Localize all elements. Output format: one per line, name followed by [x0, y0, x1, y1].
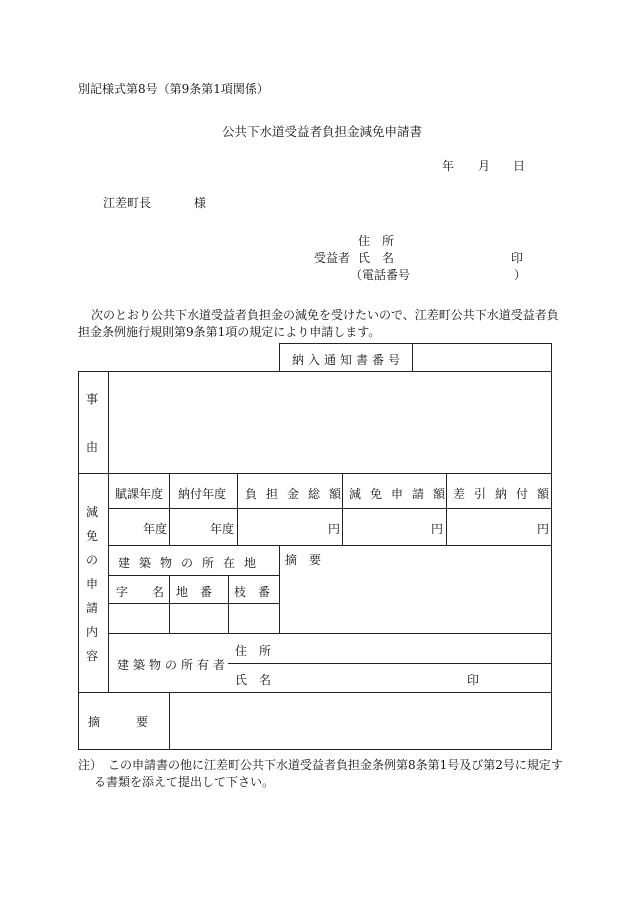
date-month: 月 — [478, 159, 491, 173]
form-title: 公共下水道受益者負担金減免申請書 — [222, 124, 423, 139]
owner-label: 建築物の所有者 — [117, 658, 230, 672]
reason-label: 事 由 — [85, 392, 98, 454]
unit-pay-year: 年度 — [210, 522, 235, 536]
edaban-label: 枝 番 — [234, 585, 271, 599]
applicant-address-label: 住 所 — [358, 234, 395, 248]
applicant-name-label: 氏 名 — [358, 251, 395, 265]
remarks-label: 摘 要 — [88, 715, 149, 729]
intro-line-2: 担金条例施行規則第9条第1項の規定により申請します。 — [78, 325, 381, 339]
aza-label: 字 名 — [116, 585, 165, 599]
owner-seal: 印 — [467, 673, 480, 687]
form-reference: 別記様式第8号（第9条第1項関係） — [78, 82, 269, 96]
intro-line-1: 次のとおり公共下水道受益者負担金の減免を受けたいので、江差町公共下水道受益者負 — [91, 308, 559, 322]
addressee: 江差町長 — [103, 196, 152, 210]
col-reduction: 減免申請額 — [349, 487, 455, 501]
date-day: 日 — [513, 159, 526, 173]
unit-net-yen: 円 — [537, 522, 550, 536]
remarks-field[interactable] — [171, 694, 550, 748]
owner-name-label: 氏 名 — [235, 673, 272, 687]
notice-number-value[interactable] — [414, 345, 550, 370]
note-prefix: 注） — [78, 758, 103, 772]
col-pay-year: 納付年度 — [178, 487, 227, 501]
building-location-label: 建築物の所在地 — [118, 556, 266, 570]
applicant-role-label: 受益者 — [314, 251, 351, 265]
unit-total-yen: 円 — [328, 522, 341, 536]
date-year: 年 — [442, 159, 455, 173]
notice-number-label: 納入通知書番号 — [292, 353, 405, 367]
col-assess-year: 賦課年度 — [115, 487, 164, 501]
unit-reduction-yen: 円 — [431, 522, 444, 536]
note-line-2: る書類を添えて提出して下さい。 — [94, 775, 275, 789]
chiban-label: 地 番 — [176, 585, 213, 599]
applicant-phone-label: （電話番号 — [350, 268, 411, 282]
summary-label: 摘 要 — [285, 553, 322, 567]
addressee-honorific: 様 — [194, 196, 207, 210]
applicant-seal: 印 — [511, 251, 524, 265]
applicant-phone-close: ） — [514, 268, 527, 282]
owner-address-label: 住 所 — [235, 644, 272, 658]
reason-field[interactable] — [110, 373, 550, 471]
section-label: 減 免 の 申 請 内 容 — [85, 505, 98, 663]
unit-assess-year: 年度 — [143, 522, 168, 536]
col-net: 差引納付額 — [453, 487, 559, 501]
col-total: 負担金総額 — [245, 487, 351, 501]
note-line-1: この申請書の他に江差町公共下水道受益者負担金条例第8条第1号及び第2号に規定す — [108, 758, 563, 772]
